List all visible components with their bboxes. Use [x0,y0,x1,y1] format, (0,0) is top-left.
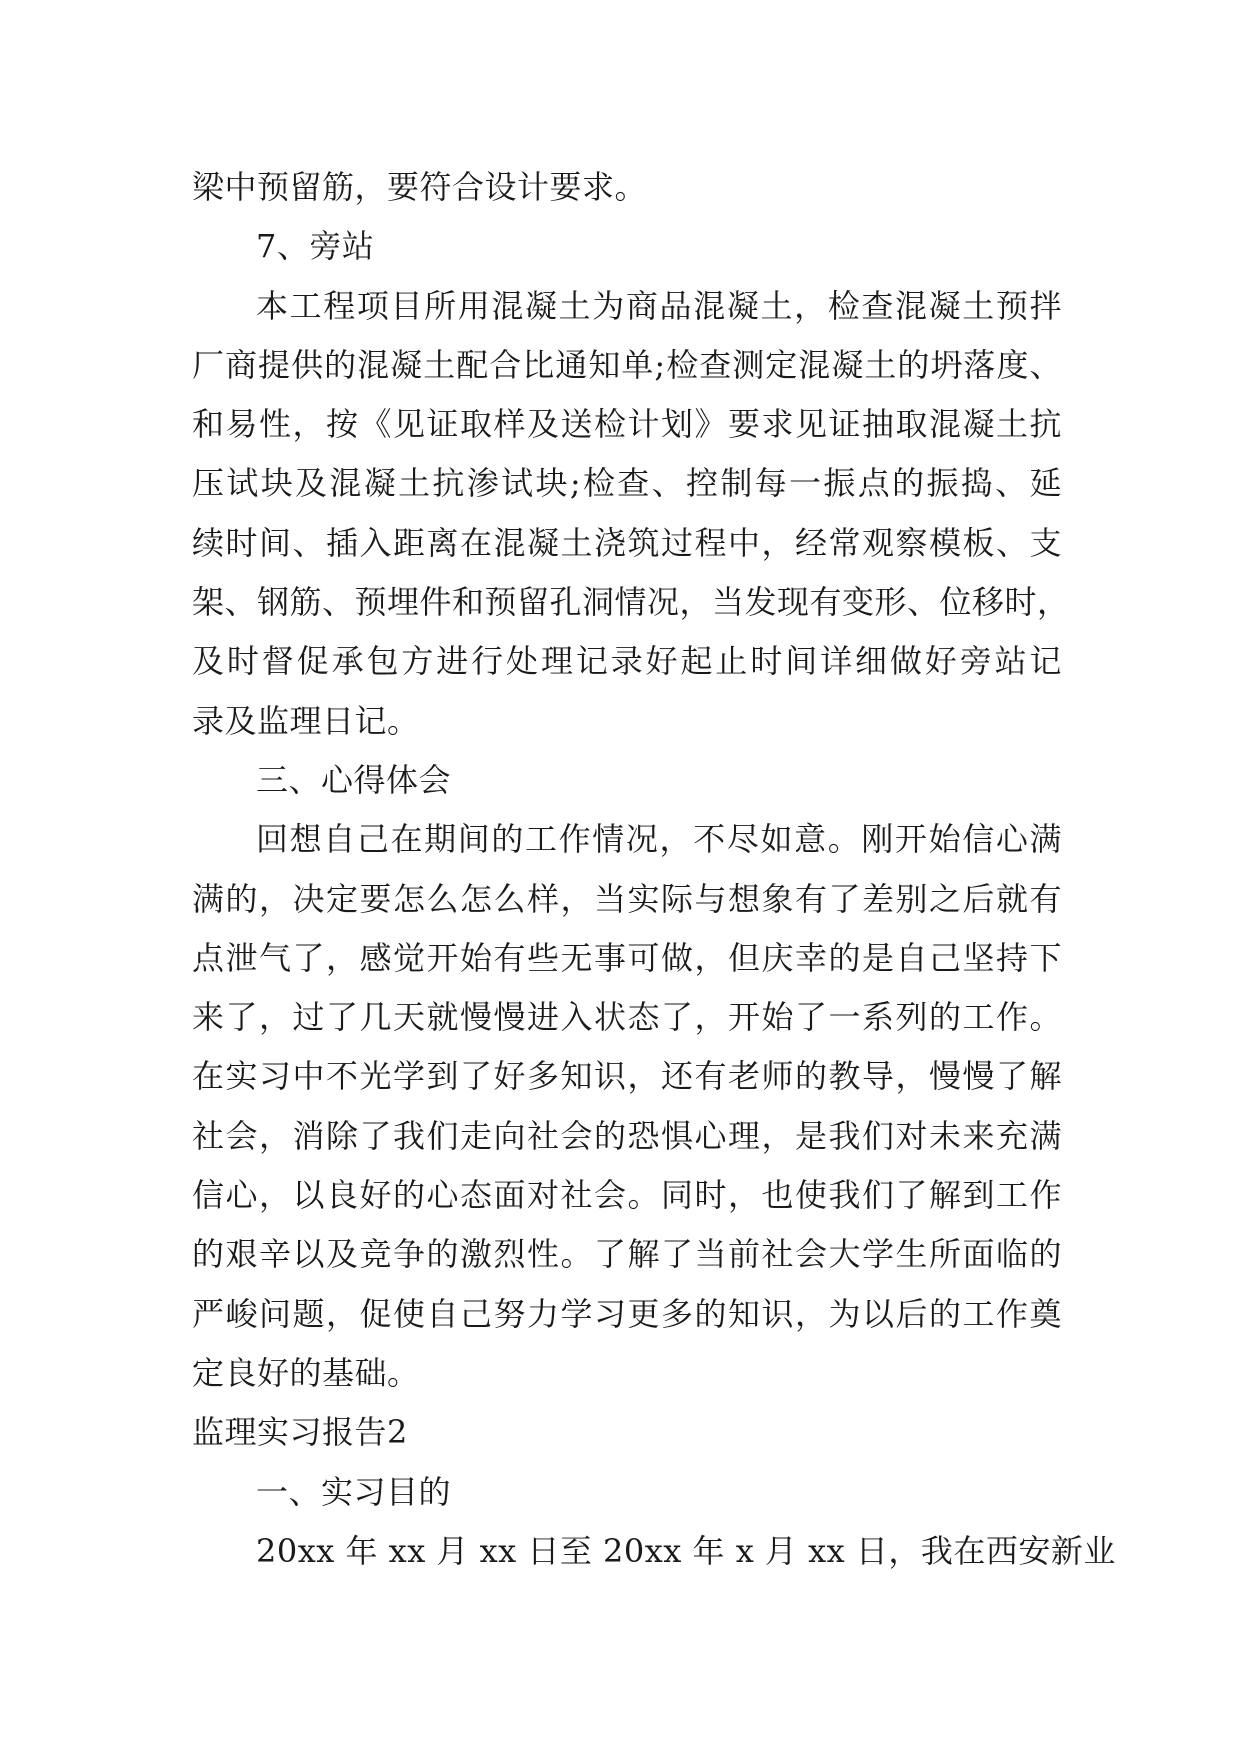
text-line: 录及监理日记。 [192,701,420,740]
text-line: 续时间、插入距离在混凝土浇筑过程中，经常观察模板、支 [192,523,1062,562]
text-line: 信心，以良好的心态面对社会。同时，也使我们了解到工作 [192,1176,1062,1215]
text-line: 的艰辛以及竞争的激烈性。了解了当前社会大学生所面临的 [192,1235,1062,1274]
text-line: 点泄气了，感觉开始有些无事可做，但庆幸的是自己坚持下 [192,938,1062,977]
text-line: 在实习中不光学到了好多知识，还有老师的教导，慢慢了解 [192,1057,1062,1096]
text-line: 社会，消除了我们走向社会的恐惧心理，是我们对未来充满 [192,1116,1062,1155]
text-line: 三、心得体会 [256,760,452,799]
document-body [192,158,1116,1581]
text-line: 和易性，按《见证取样及送检计划》要求见证抽取混凝土抗 [192,405,1062,444]
text-line: 定良好的基础。 [192,1353,420,1392]
text-line: 一、实习目的 [256,1472,452,1511]
text-line: 来了，过了几天就慢慢进入状态了，开始了一系列的工作。 [192,998,1062,1037]
text-line: 压试块及混凝土抗渗试块;检查、控制每一振点的振捣、延 [192,464,1062,503]
text-line: 架、钢筋、预埋件和预留孔洞情况，当发现有变形、位移时， [192,583,1070,622]
text-line: 厂商提供的混凝土配合比通知单;检查测定混凝土的坍落度、 [192,345,1062,384]
text-line: 严峻问题，促使自己努力学习更多的知识，为以后的工作奠 [192,1294,1062,1333]
text-line: 梁中预留筋，要符合设计要求。 [192,168,648,206]
text-line: 监理实习报告2 [192,1413,408,1452]
text-line: 本工程项目所用混凝土为商品混凝土，检查混凝土预拌 [256,286,1062,325]
text-line: 7、旁站 [256,227,375,266]
text-line: 满的，决定要怎么怎么样，当实际与想象有了差别之后就有 [192,879,1062,918]
text-line: 20xx 年 xx 月 xx 日至 20xx 年 x 月 xx 日，我在西安新业 [256,1531,1116,1570]
text-line: 及时督促承包方进行处理记录好起止时间详细做好旁站记 [192,642,1062,681]
text-line: 回想自己在期间的工作情况，不尽如意。刚开始信心满 [256,820,1062,859]
